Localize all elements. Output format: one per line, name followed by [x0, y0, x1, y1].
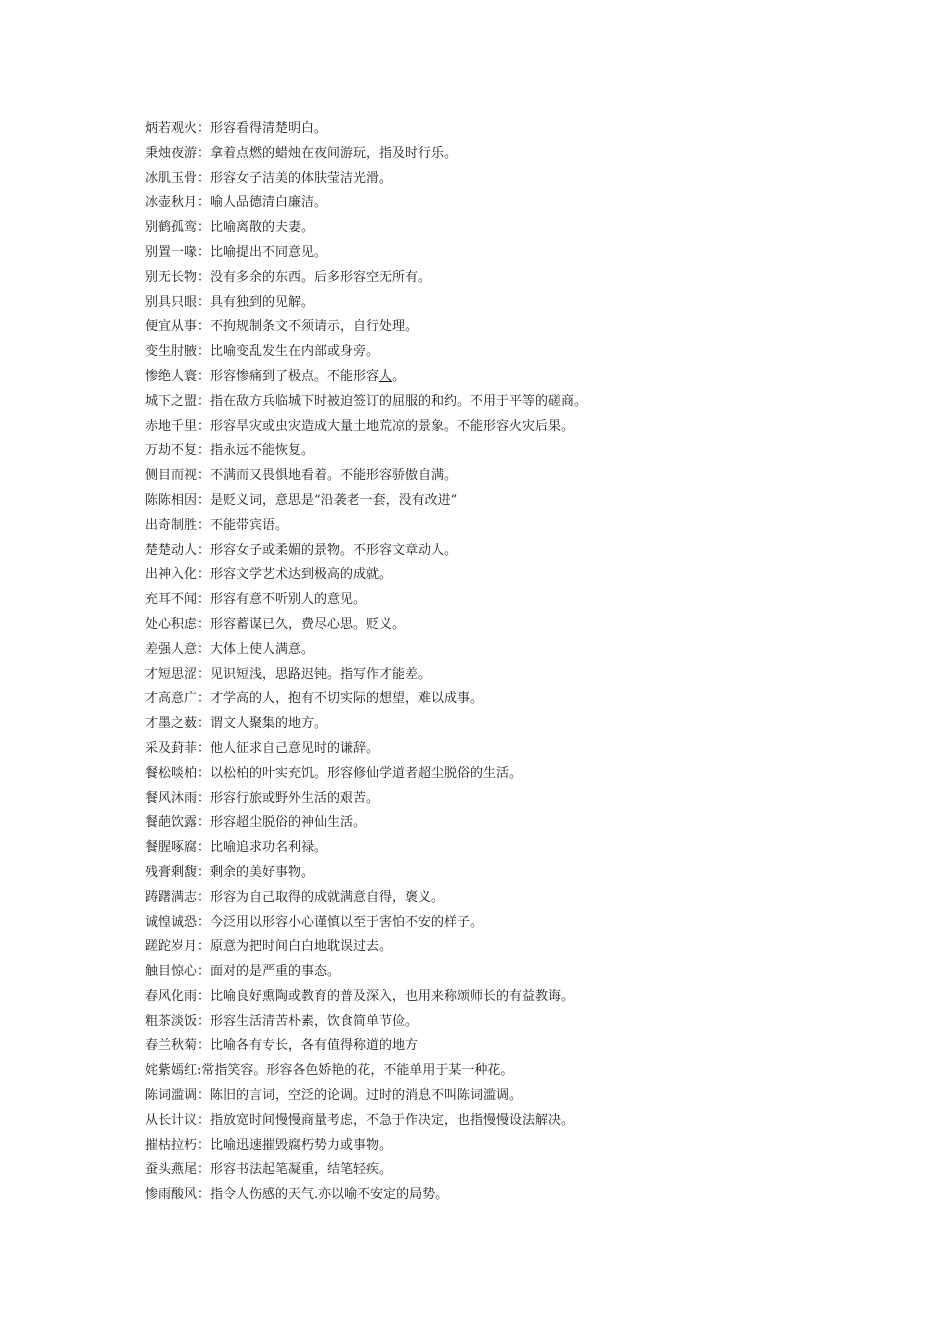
idiom-term: 踌躇满志 [145, 889, 198, 905]
idiom-entry [145, 588, 905, 613]
idiom-entry [145, 266, 905, 291]
idiom-definition: 具有独到的见解。 [210, 294, 315, 310]
idiom-term: 残膏剩馥 [145, 864, 198, 880]
idiom-definition: 比喻提出不同意见。 [210, 244, 328, 260]
idiom-separator: ： [197, 1088, 211, 1104]
idiom-entry [145, 613, 905, 638]
idiom-separator: ： [197, 939, 211, 955]
idiom-term: 餐葩饮露 [145, 815, 198, 831]
idiom-entry [145, 861, 905, 886]
idiom-term: 出神入化 [145, 567, 198, 583]
idiom-term: 春风化雨 [145, 988, 198, 1004]
idiom-entry [145, 439, 905, 464]
idiom-term: 餐腥啄腐 [145, 840, 198, 856]
idiom-term: 处心积虑 [145, 616, 198, 632]
idiom-entry [145, 1059, 905, 1084]
idiom-entry [145, 563, 905, 588]
idiom-definition: 指令人伤感的天气.亦以喻不安定的局势。 [210, 1187, 449, 1203]
idiom-definition: 比喻变乱发生在内部或身旁。 [210, 344, 380, 360]
idiom-term: 触目惊心 [145, 964, 198, 980]
idiom-term: 餐风沐雨 [145, 790, 198, 806]
idiom-separator: ： [197, 1013, 211, 1029]
idiom-term: 陈词滥调 [145, 1088, 198, 1104]
idiom-term: 楚楚动人 [145, 542, 198, 558]
idiom-separator: ： [197, 765, 211, 781]
idiom-entry [145, 985, 905, 1010]
idiom-entry [145, 241, 905, 266]
idiom-entry [145, 191, 905, 216]
idiom-entry [145, 365, 905, 390]
idiom-separator: ： [197, 121, 211, 136]
idiom-separator: ： [197, 1137, 211, 1153]
idiom-definition: 形容女子洁美的体肤莹洁光滑。 [210, 170, 393, 186]
idiom-entry [145, 415, 905, 440]
idiom-definition: 谓文人聚集的地方。 [210, 716, 328, 732]
idiom-separator: ： [197, 840, 211, 856]
idiom-definition: 常指笑容。形容各色娇艳的花，不能单用于某一种花。 [201, 1063, 514, 1079]
idiom-separator: ： [197, 691, 211, 707]
idiom-separator: ： [197, 1112, 211, 1128]
idiom-definition: 见识短浅，思路迟钝。指写作才能差。 [210, 666, 432, 682]
idiom-entry [145, 340, 905, 365]
idiom-definition: 形容书法起笔凝重，结笔轻疾。 [210, 1162, 393, 1178]
idiom-entry [145, 216, 905, 241]
idiom-definition: 大体上使人满意。 [210, 641, 315, 657]
idiom-separator: ： [197, 616, 211, 632]
idiom-entry [145, 960, 905, 985]
idiom-term: 便宜从事 [145, 319, 198, 335]
idiom-term: 差强人意 [145, 641, 198, 657]
idiom-separator: ： [197, 170, 211, 186]
idiom-definition: 比喻追求功名利禄。 [210, 840, 328, 856]
idiom-term: 别无长物 [145, 269, 198, 285]
idiom-definition: 指在敌方兵临城下时被迫签订的屈服的和约。不用于平等的磋商。 [210, 393, 588, 409]
idiom-entry [145, 811, 905, 836]
idiom-separator: ： [197, 1187, 211, 1203]
idiom-separator: ： [197, 542, 211, 558]
idiom-entry [145, 712, 905, 737]
idiom-definition: 形容看得清楚明白。 [210, 121, 328, 136]
idiom-term: 充耳不闻 [145, 592, 198, 608]
idiom-term: 才高意广 [145, 691, 198, 707]
idiom-definition: 今泛用以形容小心谨慎以至于害怕不安的样子。 [210, 914, 484, 930]
idiom-definition: 以松柏的叶实充饥。形容修仙学道者超尘脱俗的生活。 [210, 765, 523, 781]
idiom-separator: ： [197, 964, 211, 980]
idiom-term: 变生肘腋 [145, 344, 198, 360]
idiom-definition: 形容蓄谋已久，费尽心思。贬义。 [210, 616, 406, 632]
idiom-definition: 比喻迅速摧毁腐朽势力或事物。 [210, 1137, 393, 1153]
idiom-definition: 指永远不能恢复。 [210, 443, 315, 459]
idiom-term: 赤地千里 [145, 418, 198, 434]
idiom-term: 别具只眼 [145, 294, 198, 310]
idiom-definition: 不满而又畏惧地看着。不能形容骄傲自满。 [210, 468, 458, 484]
idiom-separator: ： [197, 294, 211, 310]
idiom-definition: 比喻良好熏陶或教育的普及深入，也用来称颂师长的有益教诲。 [210, 988, 575, 1004]
idiom-entry [145, 911, 905, 936]
idiom-entry [145, 1034, 905, 1059]
idiom-definition: 形容为自己取得的成就满意自得，褒义。 [210, 889, 445, 905]
idiom-term: 冰壶秋月 [145, 195, 198, 211]
idiom-separator: ： [197, 864, 211, 880]
idiom-entry [145, 117, 905, 142]
idiom-definition: 陈旧的言词，空泛的论调。过时的消息不叫陈词滥调。 [210, 1088, 523, 1104]
idiom-term: 诚惶诚恐 [145, 914, 198, 930]
idiom-separator: ： [197, 1162, 211, 1178]
idiom-term: 才墨之薮 [145, 716, 198, 732]
idiom-entry [145, 638, 905, 663]
idiom-entry [145, 886, 905, 911]
idiom-term: 从长计议 [145, 1112, 198, 1128]
idiom-entry [145, 1084, 905, 1109]
idiom-entry [145, 737, 905, 762]
idiom-separator: ： [197, 988, 211, 1004]
idiom-entry [145, 687, 905, 712]
idiom-term: 万劫不复 [145, 443, 198, 459]
idiom-term: 炳若观火 [145, 121, 198, 136]
idiom-term: 出奇制胜 [145, 517, 198, 533]
idiom-definition: 比喻离散的夫妻。 [210, 220, 315, 236]
idiom-definition: 形容行旅或野外生活的艰苦。 [210, 790, 380, 806]
idiom-term: 别置一喙 [145, 244, 198, 260]
idiom-separator: ： [197, 815, 211, 831]
idiom-separator: ： [197, 666, 211, 682]
idiom-definition: 形容文学艺术达到极高的成就。 [210, 567, 393, 583]
idiom-term: 摧枯拉朽 [145, 1137, 198, 1153]
idiom-term: 餐松啖柏 [145, 765, 198, 781]
idiom-term: 才短思涩 [145, 666, 198, 682]
idiom-definition: 形容有意不听别人的意见。 [210, 592, 367, 608]
idiom-term: 冰肌玉骨 [145, 170, 198, 186]
idiom-entry [145, 291, 905, 316]
idiom-definition: 形容超尘脱俗的神仙生活。 [210, 815, 367, 831]
idiom-separator: ： [197, 244, 211, 260]
idiom-separator: ： [197, 418, 211, 434]
idiom-entry [145, 390, 905, 415]
idiom-definition: 没有多余的东西。后多形容空无所有。 [210, 269, 432, 285]
idiom-separator: ： [197, 393, 211, 409]
idiom-separator: ： [197, 592, 211, 608]
idiom-separator: ： [197, 344, 211, 360]
idiom-separator: ： [197, 319, 211, 335]
idiom-separator: ： [197, 492, 211, 508]
idiom-separator: ： [197, 641, 211, 657]
idiom-entry [145, 539, 905, 564]
idiom-term: 惨绝人寰 [145, 368, 198, 384]
idiom-term: 别鹤孤鸾 [145, 220, 198, 236]
idiom-entry [145, 1109, 905, 1134]
idiom-term: 姹紫嫣红 [145, 1063, 198, 1079]
idiom-term: 蹉跎岁月 [145, 939, 198, 955]
idiom-separator: ： [197, 368, 211, 384]
idiom-definition: 原意为把时间白白地耽误过去。 [210, 939, 393, 955]
idiom-entry [145, 762, 905, 787]
idiom-definition: 不拘规制条文不须请示，自行处理。 [210, 319, 419, 335]
idiom-term: 陈陈相因 [145, 492, 198, 508]
idiom-separator: ： [197, 740, 211, 756]
idiom-separator: ： [197, 195, 211, 211]
idiom-entry [145, 787, 905, 812]
idiom-entry [145, 663, 905, 688]
idiom-entry [145, 1183, 905, 1208]
underlined-word: 人 [379, 368, 393, 384]
idiom-separator: ： [197, 567, 211, 583]
idiom-separator: ： [197, 790, 211, 806]
idiom-term: 秉烛夜游 [145, 145, 198, 161]
idiom-separator: : [197, 1063, 202, 1079]
idiom-entry [145, 1134, 905, 1159]
idiom-entry [145, 1158, 905, 1183]
idiom-separator: ： [197, 443, 211, 459]
idiom-definition-tail: 。 [392, 368, 406, 384]
idiom-entry [145, 167, 905, 192]
idiom-entry [145, 464, 905, 489]
idiom-entry [145, 489, 905, 514]
idiom-term: 春兰秋菊 [145, 1038, 198, 1054]
idiom-separator: ： [197, 269, 211, 285]
idiom-separator: ： [197, 889, 211, 905]
idiom-entry [145, 142, 905, 167]
idiom-separator: ： [197, 468, 211, 484]
idiom-term: 惨雨酸风 [145, 1187, 198, 1203]
idiom-definition: 拿着点燃的蜡烛在夜间游玩，指及时行乐。 [210, 145, 458, 161]
idiom-definition: 形容生活清苦朴素，饮食简单节俭。 [210, 1013, 419, 1029]
idiom-separator: ： [197, 1038, 211, 1054]
idiom-term: 采及葑菲 [145, 740, 198, 756]
idiom-definition: 形容女子或柔媚的景物。不形容文章动人。 [210, 542, 458, 558]
idiom-term: 蚕头燕尾 [145, 1162, 198, 1178]
idiom-definition: 是贬义词，意思是“沿袭老一套，没有改进” [210, 492, 458, 508]
idiom-definition: 不能带宾语。 [210, 517, 289, 533]
idiom-separator: ： [197, 220, 211, 236]
idiom-definition: 面对的是严重的事态。 [210, 964, 341, 980]
idiom-entry [145, 1010, 905, 1035]
idiom-definition: 指放宽时间慢慢商量考虑，不急于作决定，也指慢慢设法解决。 [210, 1112, 575, 1128]
idiom-entry [145, 935, 905, 960]
idiom-entry [145, 315, 905, 340]
idiom-definition: 剩余的美好事物。 [210, 864, 315, 880]
idiom-definition: 形容惨痛到了极点。不能形容 [210, 368, 380, 384]
idiom-separator: ： [197, 517, 211, 533]
idiom-definition: 他人征求自己意见时的谦辞。 [210, 740, 380, 756]
idiom-separator: ： [197, 914, 211, 930]
idiom-definition: 才学高的人，抱有不切实际的想望，难以成事。 [210, 691, 484, 707]
idiom-definition: 比喻各有专长，各有值得称道的地方 [210, 1038, 419, 1054]
idiom-entry [145, 836, 905, 861]
idiom-term: 城下之盟 [145, 393, 198, 409]
idiom-term: 粗茶淡饭 [145, 1013, 198, 1029]
idiom-entry [145, 514, 905, 539]
idiom-separator: ： [197, 145, 211, 161]
idiom-term: 侧目而视 [145, 468, 198, 484]
idiom-definition: 喻人品德清白廉洁。 [210, 195, 328, 211]
idiom-definition: 形容旱灾或虫灾造成大量土地荒凉的景象。不能形容火灾后果。 [210, 418, 575, 434]
idiom-separator: ： [197, 716, 211, 732]
idiom-list [145, 117, 905, 1208]
